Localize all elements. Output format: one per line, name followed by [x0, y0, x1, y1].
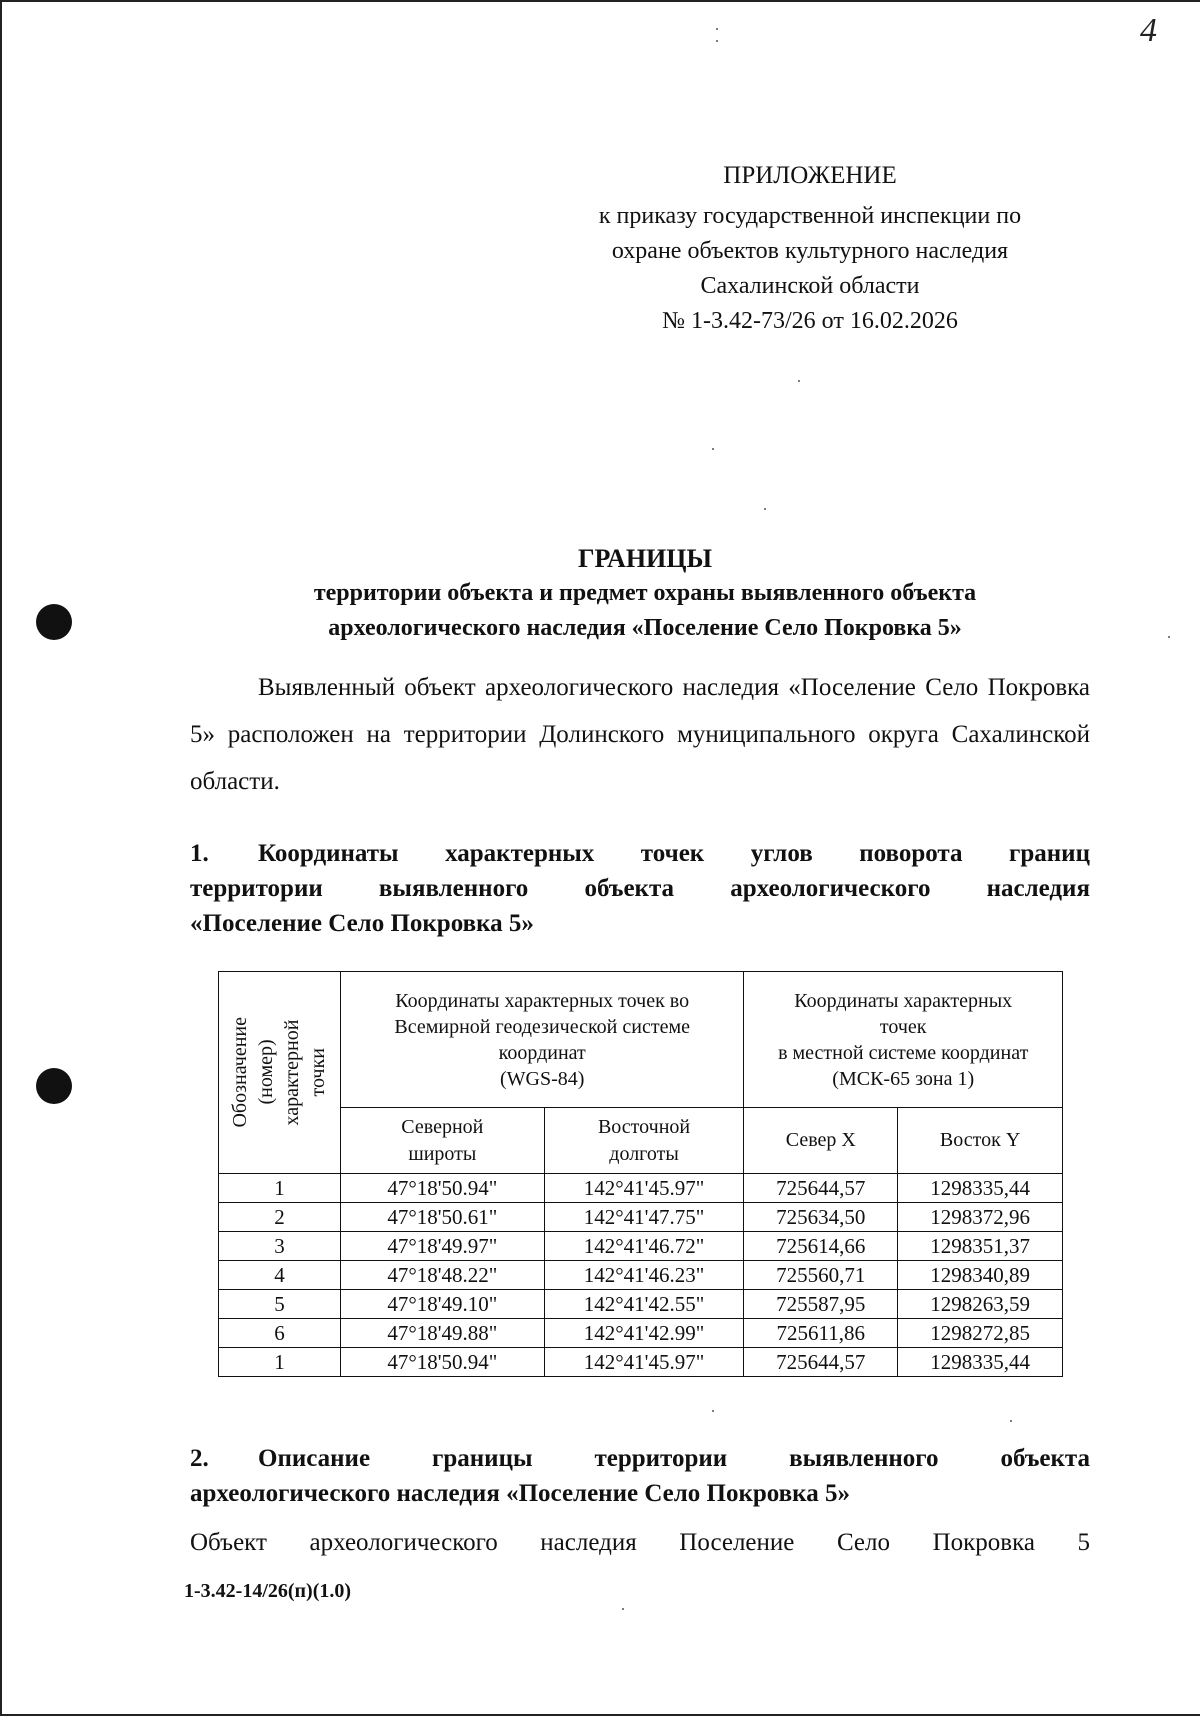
section-2-text: Объект археологического наследия Поселение Село Покровка 5 — [190, 1529, 1090, 1556]
cell-x: 725587,95 — [744, 1290, 898, 1319]
cell-latitude: 47°18'49.10" — [340, 1290, 544, 1319]
scan-speck — [798, 380, 800, 382]
column-group-msk65: Координаты характерных точек в местной системе координат (МСК-65 зона 1) — [744, 972, 1063, 1108]
section-heading-line: территории выявленного объекта археологического наследия — [190, 875, 1090, 902]
column-header-y: Восток Y — [898, 1108, 1063, 1174]
table-row — [219, 1232, 1063, 1261]
scan-speck — [712, 1410, 714, 1412]
cell-longitude: 142°41'42.99" — [544, 1319, 744, 1348]
column-header-latitude: Северной широты — [340, 1108, 544, 1174]
scan-left-edge — [0, 0, 2, 1716]
cell-longitude: 142°41'42.55" — [544, 1290, 744, 1319]
point-header-text: Обозначение (номер) характерной точки — [229, 1017, 330, 1128]
cell-longitude: 142°41'46.23" — [544, 1261, 744, 1290]
appendix-heading: ПРИЛОЖЕНИЕ — [723, 162, 897, 189]
table-row — [219, 1203, 1063, 1232]
cell-x: 725634,50 — [744, 1203, 898, 1232]
section-heading-line: Координаты характерных точек углов поворота границ — [258, 840, 1090, 867]
coordinates-table — [218, 971, 1063, 1377]
table-row — [219, 1348, 1063, 1377]
scan-speck — [764, 508, 766, 510]
table-row — [219, 1174, 1063, 1203]
appendix-line: охране объектов культурного наследия — [611, 238, 1009, 264]
section-heading-line: «Поселение Село Покровка 5» — [190, 910, 534, 937]
cell-y: 1298372,96 — [898, 1203, 1063, 1232]
title-line: территории объекта и предмет охраны выявленного объекта — [313, 580, 977, 606]
cell-y: 1298340,89 — [898, 1261, 1063, 1290]
cell-latitude: 47°18'49.88" — [340, 1319, 544, 1348]
cell-latitude: 47°18'49.97" — [340, 1232, 544, 1261]
cell-point: 1 — [219, 1174, 341, 1203]
cell-point: 1 — [219, 1348, 341, 1377]
scan-top-edge — [0, 0, 1200, 2]
document-title — [190, 541, 1100, 646]
cell-longitude: 142°41'47.75" — [544, 1203, 744, 1232]
title-line: археологического наследия «Поселение Село Покровка 5» — [328, 615, 962, 641]
scan-speck — [712, 448, 714, 450]
scan-speck — [1010, 1420, 1012, 1422]
scan-speck — [1168, 636, 1170, 638]
section-2-heading — [190, 1441, 1090, 1511]
document-code: 1-3.42-14/26(п)(1.0) — [184, 1580, 352, 1602]
cell-latitude: 47°18'50.61" — [340, 1203, 544, 1232]
cell-y: 1298272,85 — [898, 1319, 1063, 1348]
cell-y: 1298335,44 — [898, 1348, 1063, 1377]
scan-speck — [716, 40, 718, 42]
cell-point: 5 — [219, 1290, 341, 1319]
cell-longitude: 142°41'45.97" — [544, 1174, 744, 1203]
table-row — [219, 1290, 1063, 1319]
cell-y: 1298263,59 — [898, 1290, 1063, 1319]
intro-paragraph: Выявленный объект археологического наследия «Поселение Село Покровка 5» расположен на территории Долинского муниципального округа Сахалинской области. — [190, 674, 1090, 795]
cell-x: 725560,71 — [744, 1261, 898, 1290]
appendix-order-number: № 1-3.42-73/26 от 16.02.2026 — [662, 308, 958, 334]
section-1-heading — [190, 836, 1090, 941]
section-heading-line: Описание границы территории выявленного объекта — [258, 1445, 1090, 1472]
section-number: 1. — [190, 840, 209, 867]
cell-y: 1298351,37 — [898, 1232, 1063, 1261]
cell-latitude: 47°18'50.94" — [340, 1348, 544, 1377]
page-number-mark: 4 — [1140, 12, 1157, 49]
column-header-longitude: Восточной долготы — [544, 1108, 744, 1174]
cell-point: 3 — [219, 1232, 341, 1261]
appendix-line: Сахалинской области — [700, 273, 920, 299]
punch-hole — [36, 604, 72, 640]
scan-speck — [716, 28, 718, 30]
section-heading-line: археологического наследия «Поселение Село Покровка 5» — [190, 1480, 850, 1507]
cell-x: 725644,57 — [744, 1348, 898, 1377]
column-header-x: Север X — [744, 1108, 898, 1174]
appendix-header — [560, 158, 1060, 339]
section-number: 2. — [190, 1445, 209, 1472]
cell-point: 2 — [219, 1203, 341, 1232]
cell-latitude: 47°18'50.94" — [340, 1174, 544, 1203]
table-row — [219, 1261, 1063, 1290]
cell-point: 4 — [219, 1261, 341, 1290]
table-row — [219, 1319, 1063, 1348]
cell-x: 725644,57 — [744, 1174, 898, 1203]
scan-speck — [622, 1608, 624, 1610]
appendix-line: к приказу государственной инспекции по — [598, 203, 1022, 229]
cell-longitude: 142°41'45.97" — [544, 1348, 744, 1377]
cell-point: 6 — [219, 1319, 341, 1348]
punch-hole — [36, 1068, 72, 1104]
cell-longitude: 142°41'46.72" — [544, 1232, 744, 1261]
cell-y: 1298335,44 — [898, 1174, 1063, 1203]
cell-x: 725614,66 — [744, 1232, 898, 1261]
title-heading: ГРАНИЦЫ — [577, 544, 713, 573]
cell-latitude: 47°18'48.22" — [340, 1261, 544, 1290]
cell-x: 725611,86 — [744, 1319, 898, 1348]
column-header-point — [219, 972, 341, 1174]
column-group-wgs84: Координаты характерных точек во Всемирной геодезической системе координат (WGS-84) — [340, 972, 743, 1108]
